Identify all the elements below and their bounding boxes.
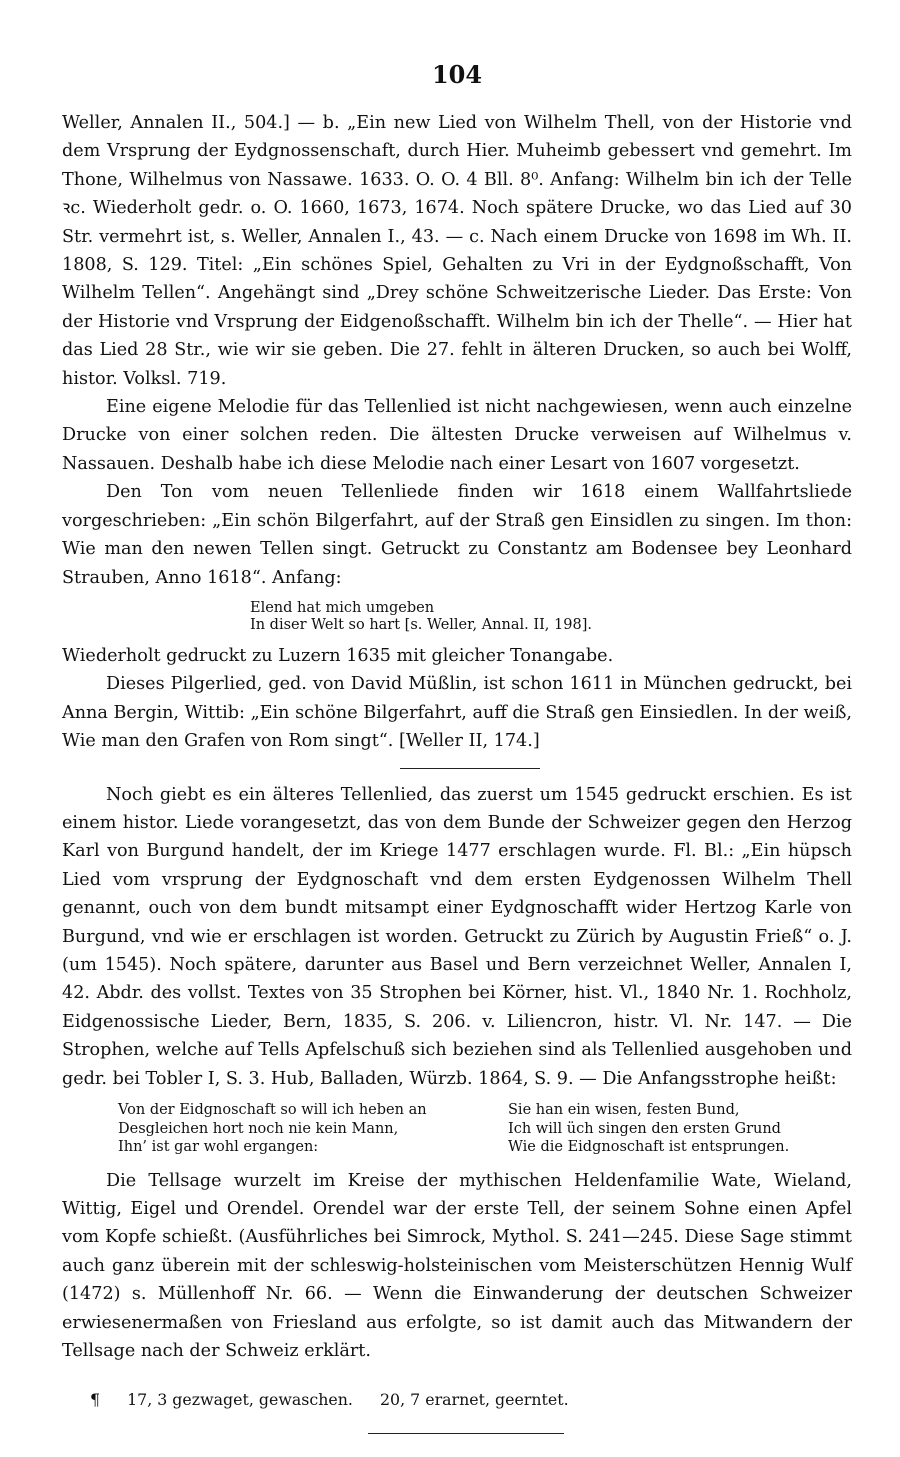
paragraph-editions: Weller, Annalen II., 504.] — b. „Ein new Lied von Wilhelm Thell, von der Historie vnd dem Vrsprung der Eydgnossenschaft, durch Hier. Muheimb gebessert vnd gemehrt. Im Thone, Wilhelmus von Nassawe. 1633. O. O. 4 Bll. 8⁰. Anfang: Wilhelm bin ich der Telle ꝛc. Wiederholt gedr. o. O. 1660, 1673, 1674. Noch spätere Drucke, wo das Lied auf 30 Str. vermehrt ist, s. Weller, Annalen I., 43. — c. Nach einem Drucke von 1698 im Wh. II. 1808, S. 129. Titel: „Ein schönes Spiel, Gehalten zu Vri in der Eydgnoßschafft, Von Wilhelm Tellen“. Angehängt sind „Drey schöne Schweitzerische Lieder. Das Erste: Von der Historie vnd Vrsprung der Eidgenoßschafft. Wilhelm bin ich der Thelle“. — Hier hat das Lied 28 Str., wie wir sie geben. Die 27. fehlt in älteren Drucken, so auch bei Wolff, histor. Volksl. 719. [62,113,852,389]
footnote: 17, 3 gezwaget, gewaschen. [127,1390,353,1410]
stanza-line: Von der Eidgnoschaft so will ich heben an [118,1102,427,1118]
verse-line: In diser Welt so hart [s. Weller, Annal. II, 198]. [250,616,592,633]
section-divider [400,768,540,769]
paragraph-pilgrim-song: Den Ton vom neuen Tellenliede finden wir 1618 einem Wallfahrtsliede vorgeschrieben: „Ein schön Bilgerfahrt, auf der Straß gen Einsidlen zu singen. Im thon: Wie man den newen Tellen singt. Getruckt zu Constantz am Bodensee bey Leonhard Strauben, Anno 1618“. Anfang: [62,482,852,588]
bottom-divider [368,1433,564,1434]
stanza-line: Ihn’ ist gar wohl ergangen: [118,1139,319,1155]
verse-line: Elend hat mich umgeben [250,599,435,616]
stanza-line: Wie die Eidgnoschaft ist entsprungen. [508,1139,790,1155]
footnote-mark: ¶ [90,1390,101,1410]
stanza-line: Sie han ein wisen, festen Bund, [508,1102,740,1118]
verse-quote [250,600,852,634]
paragraph-melody: Eine eigene Melodie für das Tellenlied ist nicht nachgewiesen, wenn auch einzelne Drucke von einer solchen reden. Die ältesten Drucke verweisen auf Wilhelmus v. Nassauen. Deshalb habe ich diese Melodie nach einer Lesart von 1607 vorgesetzt. [62,397,852,474]
stanza-line: Desgleichen hort noch nie kein Mann, [118,1120,399,1137]
opening-stanza [118,1101,852,1157]
paragraph-pilgrim-origin: Dieses Pilgerlied, ged. von David Müßlin, ist schon 1611 in München gedruckt, bei Anna Bergin, Wittib: „Ein schöne Bilgerfahrt, auff die Straß gen Einsiedlen. In der weiß, Wie man den Grafen von Rom singt“. [Weller II, 174.] [62,674,852,752]
footnotes [90,1389,852,1411]
page [62,52,852,1434]
paragraph-tell-saga: Die Tellsage wurzelt im Kreise der mythischen Heldenfamilie Wate, Wieland, Wittig, Eigel und Orendel. Orendel war der erste Tell, der seinem Sohne einen Apfel vom Kopfe schießt. (Ausführliches bei Simrock, Mythol. S. 241—245. Diese Sage stimmt auch ganz überein mit der schleswig-holsteinischen vom Meisterschützen Hennig Wulf (1472) s. Müllenhoff Nr. 66. — Wenn die Einwanderung der deutschen Schweizer erwiesenermaßen von Friesland aus erfolgte, so ist damit auch das Mitwandern der Tellsage nach der Schweiz erklärt. [62,1170,852,1361]
paragraph-older-tell-song: Noch giebt es ein älteres Tellenlied, das zuerst um 1545 gedruckt erschien. Es ist einem histor. Liede vorangesetzt, das von dem Bunde der Schweizer gegen den Herzog Karl von Burgund handelt, der im Kriege 1477 erschlagen wurde. Fl. Bl.: „Ein hüpsch Lied vom vrsprung der Eydgnoschaft vnd dem ersten Eydgenossen Wilhelm Thell genannt, ouch von dem bundt mitsampt einer Eydgnoschafft wider Hertzog Karle von Burgund, vnd wie er erschlagen ist worden. Getruckt zu Zürich by Augustin Frieß“ o. J. (um 1545). Noch spätere, darunter aus Basel und Bern verzeichnet Weller, Annalen I, 42. Abdr. des vollst. Textes von 35 Strophen bei Körner, hist. Vl., 1840 Nr. 1. Rochholz, Eidgenossische Lieder, Bern, 1835, S. 206. v. Liliencron, histr. Vl. Nr. 147. — Die Strophen, welche auf Tells Apfelschuß sich beziehen sind als Tellenlied ausgehoben und gedr. bei Tobler I, S. 3. Hub, Balladen, Würzb. 1864, S. 9. — Die Anfangsstrophe heißt: [62,784,852,1089]
page-number: 104 [431,60,483,89]
stanza-right-column [508,1101,789,1157]
stanza-left-column [118,1101,508,1157]
footnote: 20, 7 erarnet, geerntet. [380,1390,569,1410]
stanza-line: Ich will üch singen den ersten Grund [508,1120,781,1137]
paragraph-reprint: Wiederholt gedruckt zu Luzern 1635 mit gleicher Tonangabe. [62,645,614,666]
